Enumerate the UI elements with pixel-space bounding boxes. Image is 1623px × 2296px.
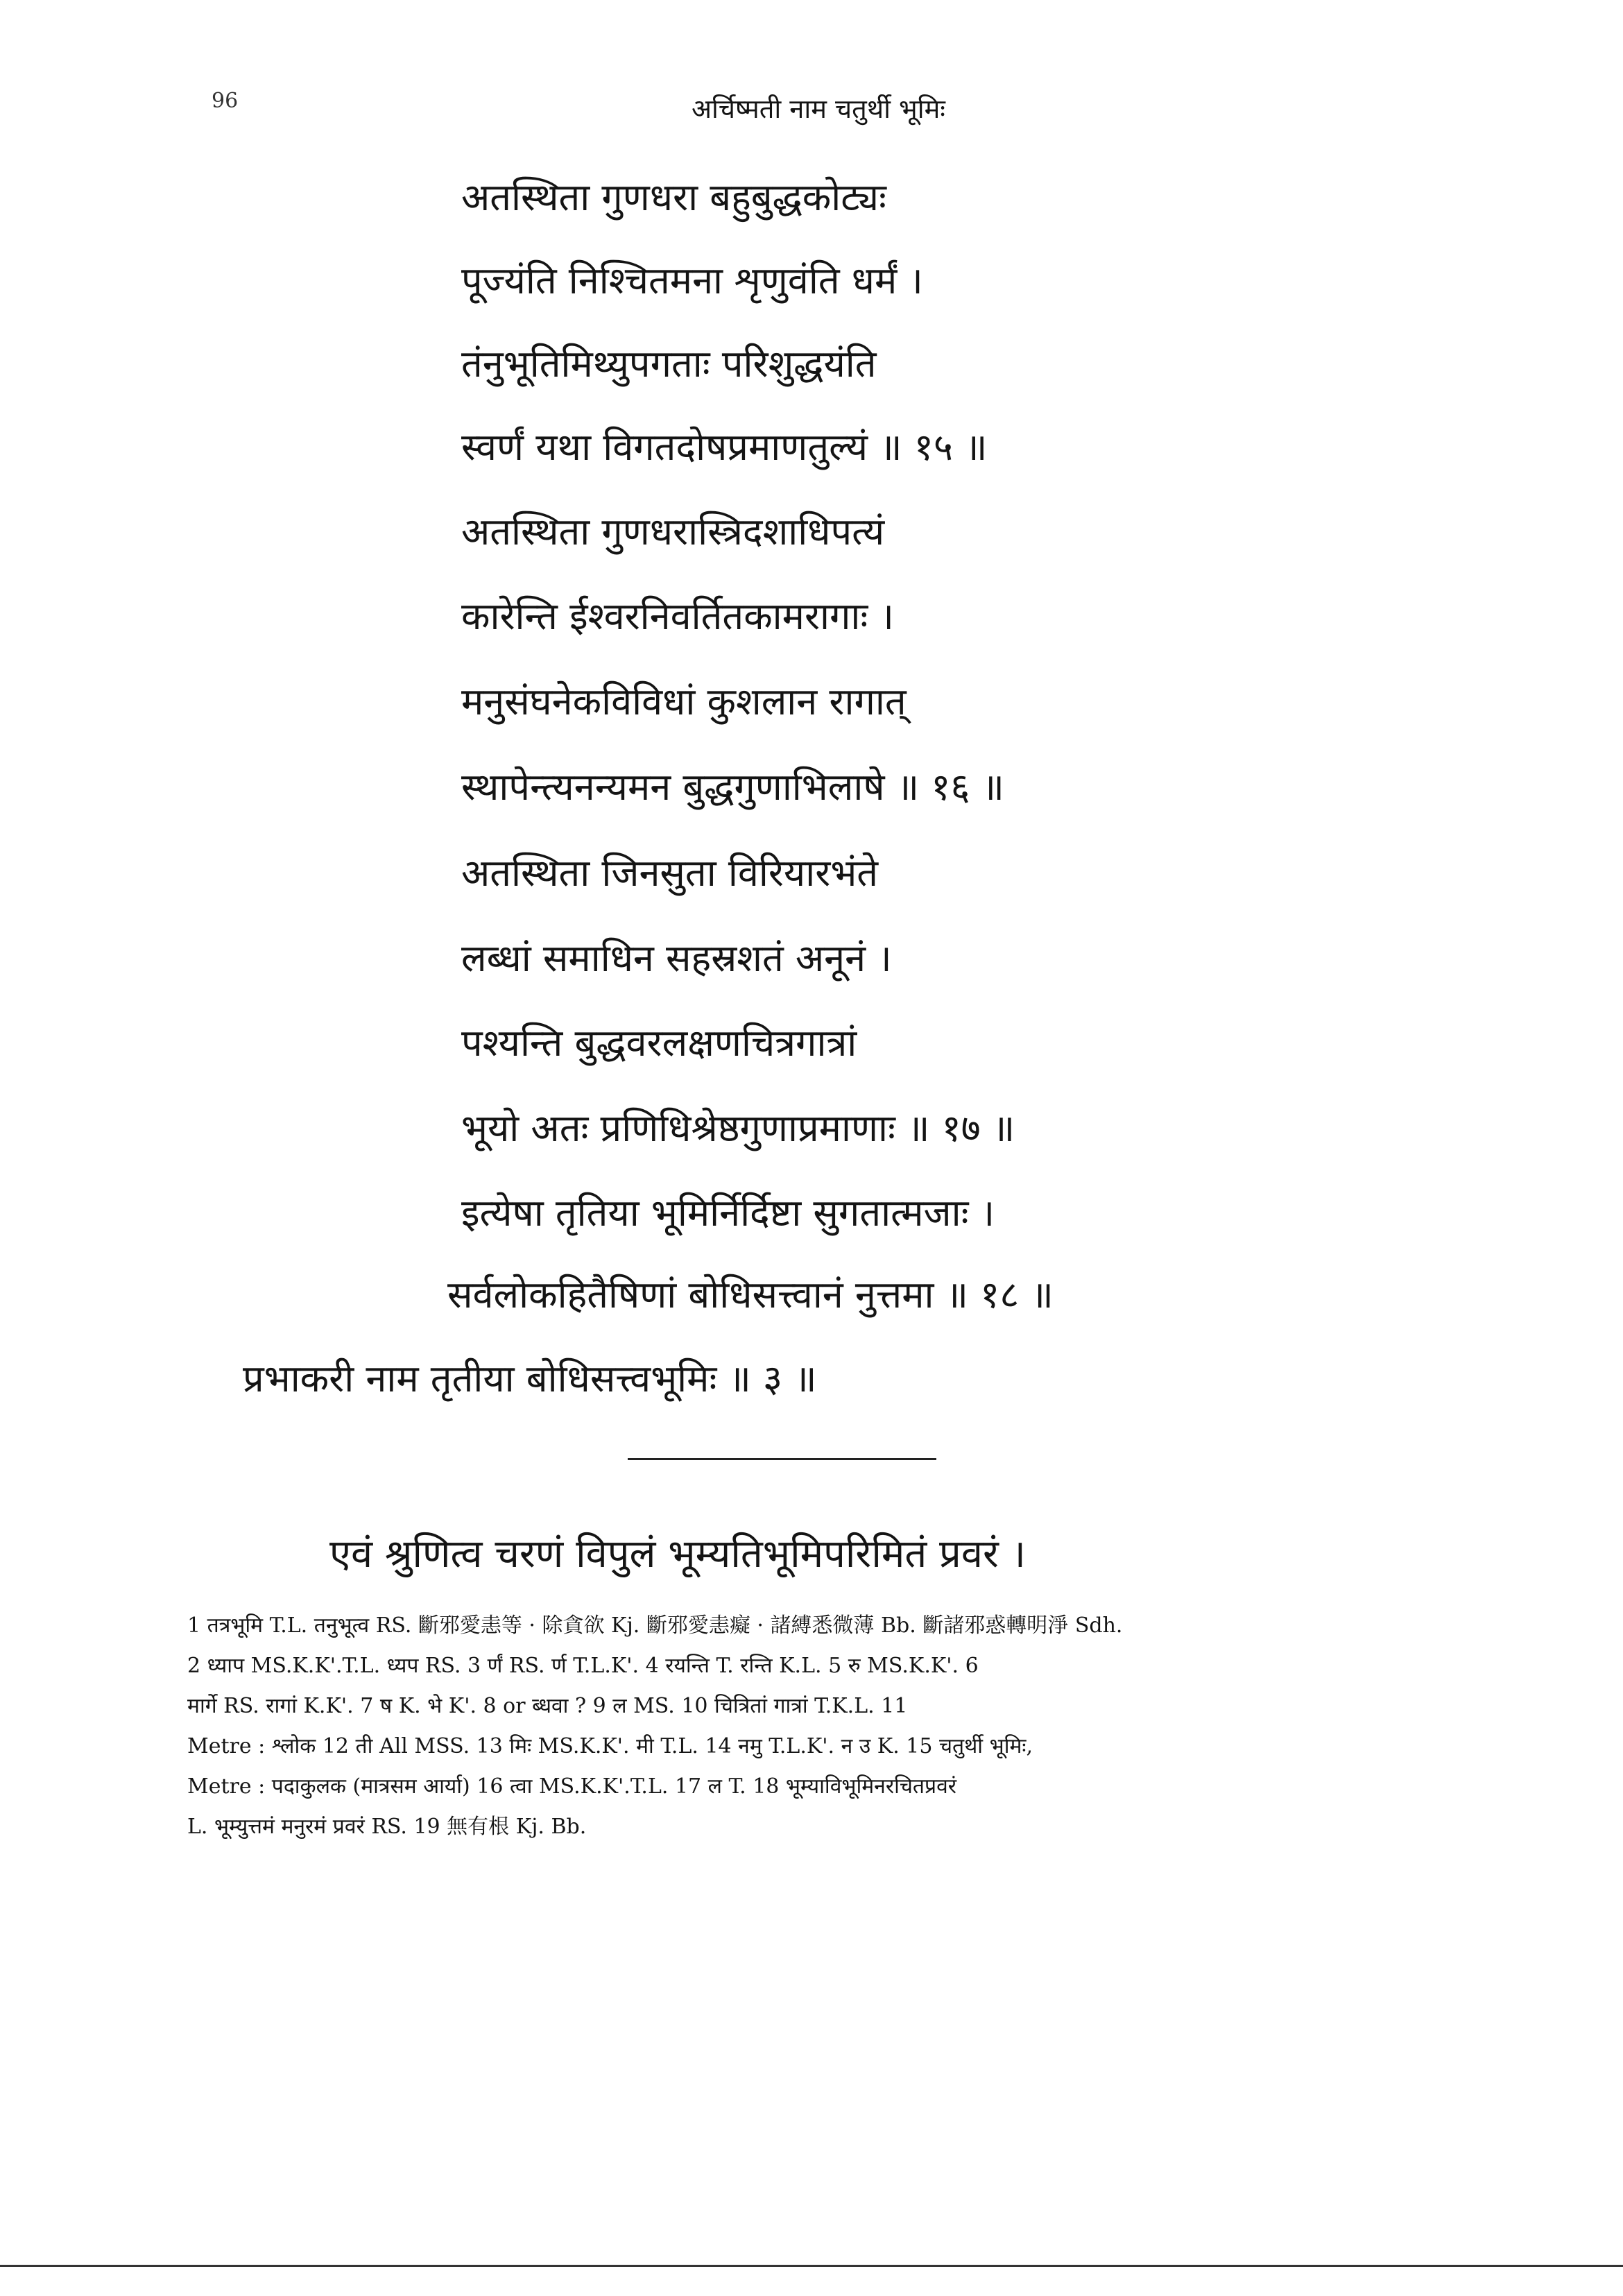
verse-line: तंनुभूतिमिथ्युपगताः परिशुद्धयंति [461, 342, 877, 386]
verse-line: पश्यन्ति बुद्धवरलक्षणचित्रगात्रां [461, 1021, 857, 1065]
verse-line: अतस्थिता जिनसुता विरियारभंते [461, 851, 879, 895]
verse-line: पूज्यंति निश्चितमना शृणुवंति धर्मं । [461, 259, 923, 302]
verse-line: कारेन्ति ईश्वरनिवर्तितकामरागाः । [461, 594, 894, 638]
verse-line: स्थापेन्त्यनन्यमन बुद्धगुणाभिलाषे ॥ १६ ॥ [461, 765, 1004, 809]
verse-line: मनुसंघनेकविविधां कुशलान रागात् [461, 680, 907, 723]
verse-line: अतस्थिता गुणधरा बहुबुद्धकोट्यः [461, 175, 886, 219]
footnote-line: 1 तत्रभूमि T.L. तनुभूत्व RS. 斷邪愛恚等 · 除貪欲 Kj. 斷邪愛恚癡 · 諸縛悉微薄 Bb. 斷諸邪惑轉明淨 Sdh. [187, 1613, 1123, 1638]
footnote-line: मार्गे RS. रागां K.K'. 7 ष K. भे K'. 8 or ब्धवा ? 9 ल MS. 10 चित्रितां गात्रां T.K.L. 11 [187, 1694, 908, 1718]
page-number: 96 [212, 89, 239, 113]
footnote-line: Metre : श्लोक 12 ती All MSS. 13 मिः MS.K.K'. मी T.L. 14 नमु T.L.K'. न उ K. 15 चतुर्थी भूमिः, [187, 1734, 1033, 1758]
verse-line: लब्धां समाधिन सहस्रशतं अनूनं । [461, 936, 892, 980]
verse-line: सर्वलोकहितैषिणां बोधिसत्त्वानं नुत्तमा ॥ १८ ॥ [447, 1273, 1054, 1317]
verse-line: स्वर्णं यथा विगतदोषप्रमाणतुल्यं ॥ १५ ॥ [461, 425, 988, 469]
verse-line: भूयो अतः प्रणिधिश्रेष्ठगुणाप्रमाणाः ॥ १७ ॥ [461, 1106, 1015, 1150]
verse-line: इत्येषा तृतिया भूमिर्निर्दिष्टा सुगतात्मजाः । [461, 1191, 995, 1235]
running-title: अर्चिष्मती नाम चतुर्थी भूमिः [691, 94, 945, 124]
footnotes [187, 1606, 1436, 1847]
bottom-border [0, 2265, 1623, 2267]
chapter-opening-verse: एवं श्रुणित्व चरणं विपुलं भूम्यतिभूमिपरिमितं प्रवरं । [329, 1532, 1026, 1577]
footnote-line: Metre : पदाकुलक (मात्रसम आर्या) 16 त्वा MS.K.K'.T.L. 17 ल T. 18 भूम्याविभूमिनरचितप्रवरं [187, 1774, 957, 1799]
footnote-line: 2 ध्याप MS.K.K'.T.L. ध्यप RS. 3 र्णं RS. र्ण T.L.K'. 4 रयन्ति T. रन्ति K.L. 5 रु MS.K.K'. 6 [187, 1654, 979, 1678]
chapter-colophon: प्रभाकरी नाम तृतीया बोधिसत्त्वभूमिः ॥ ३ ॥ [243, 1357, 817, 1400]
section-divider [628, 1458, 936, 1460]
footnote-line: L. भूम्युत्तमं मनुरमं प्रवरं RS. 19 無有根 Kj. Bb. [187, 1815, 587, 1839]
verse-line: अतस्थिता गुणधरास्त्रिदशाधिपत्यं [461, 510, 885, 554]
